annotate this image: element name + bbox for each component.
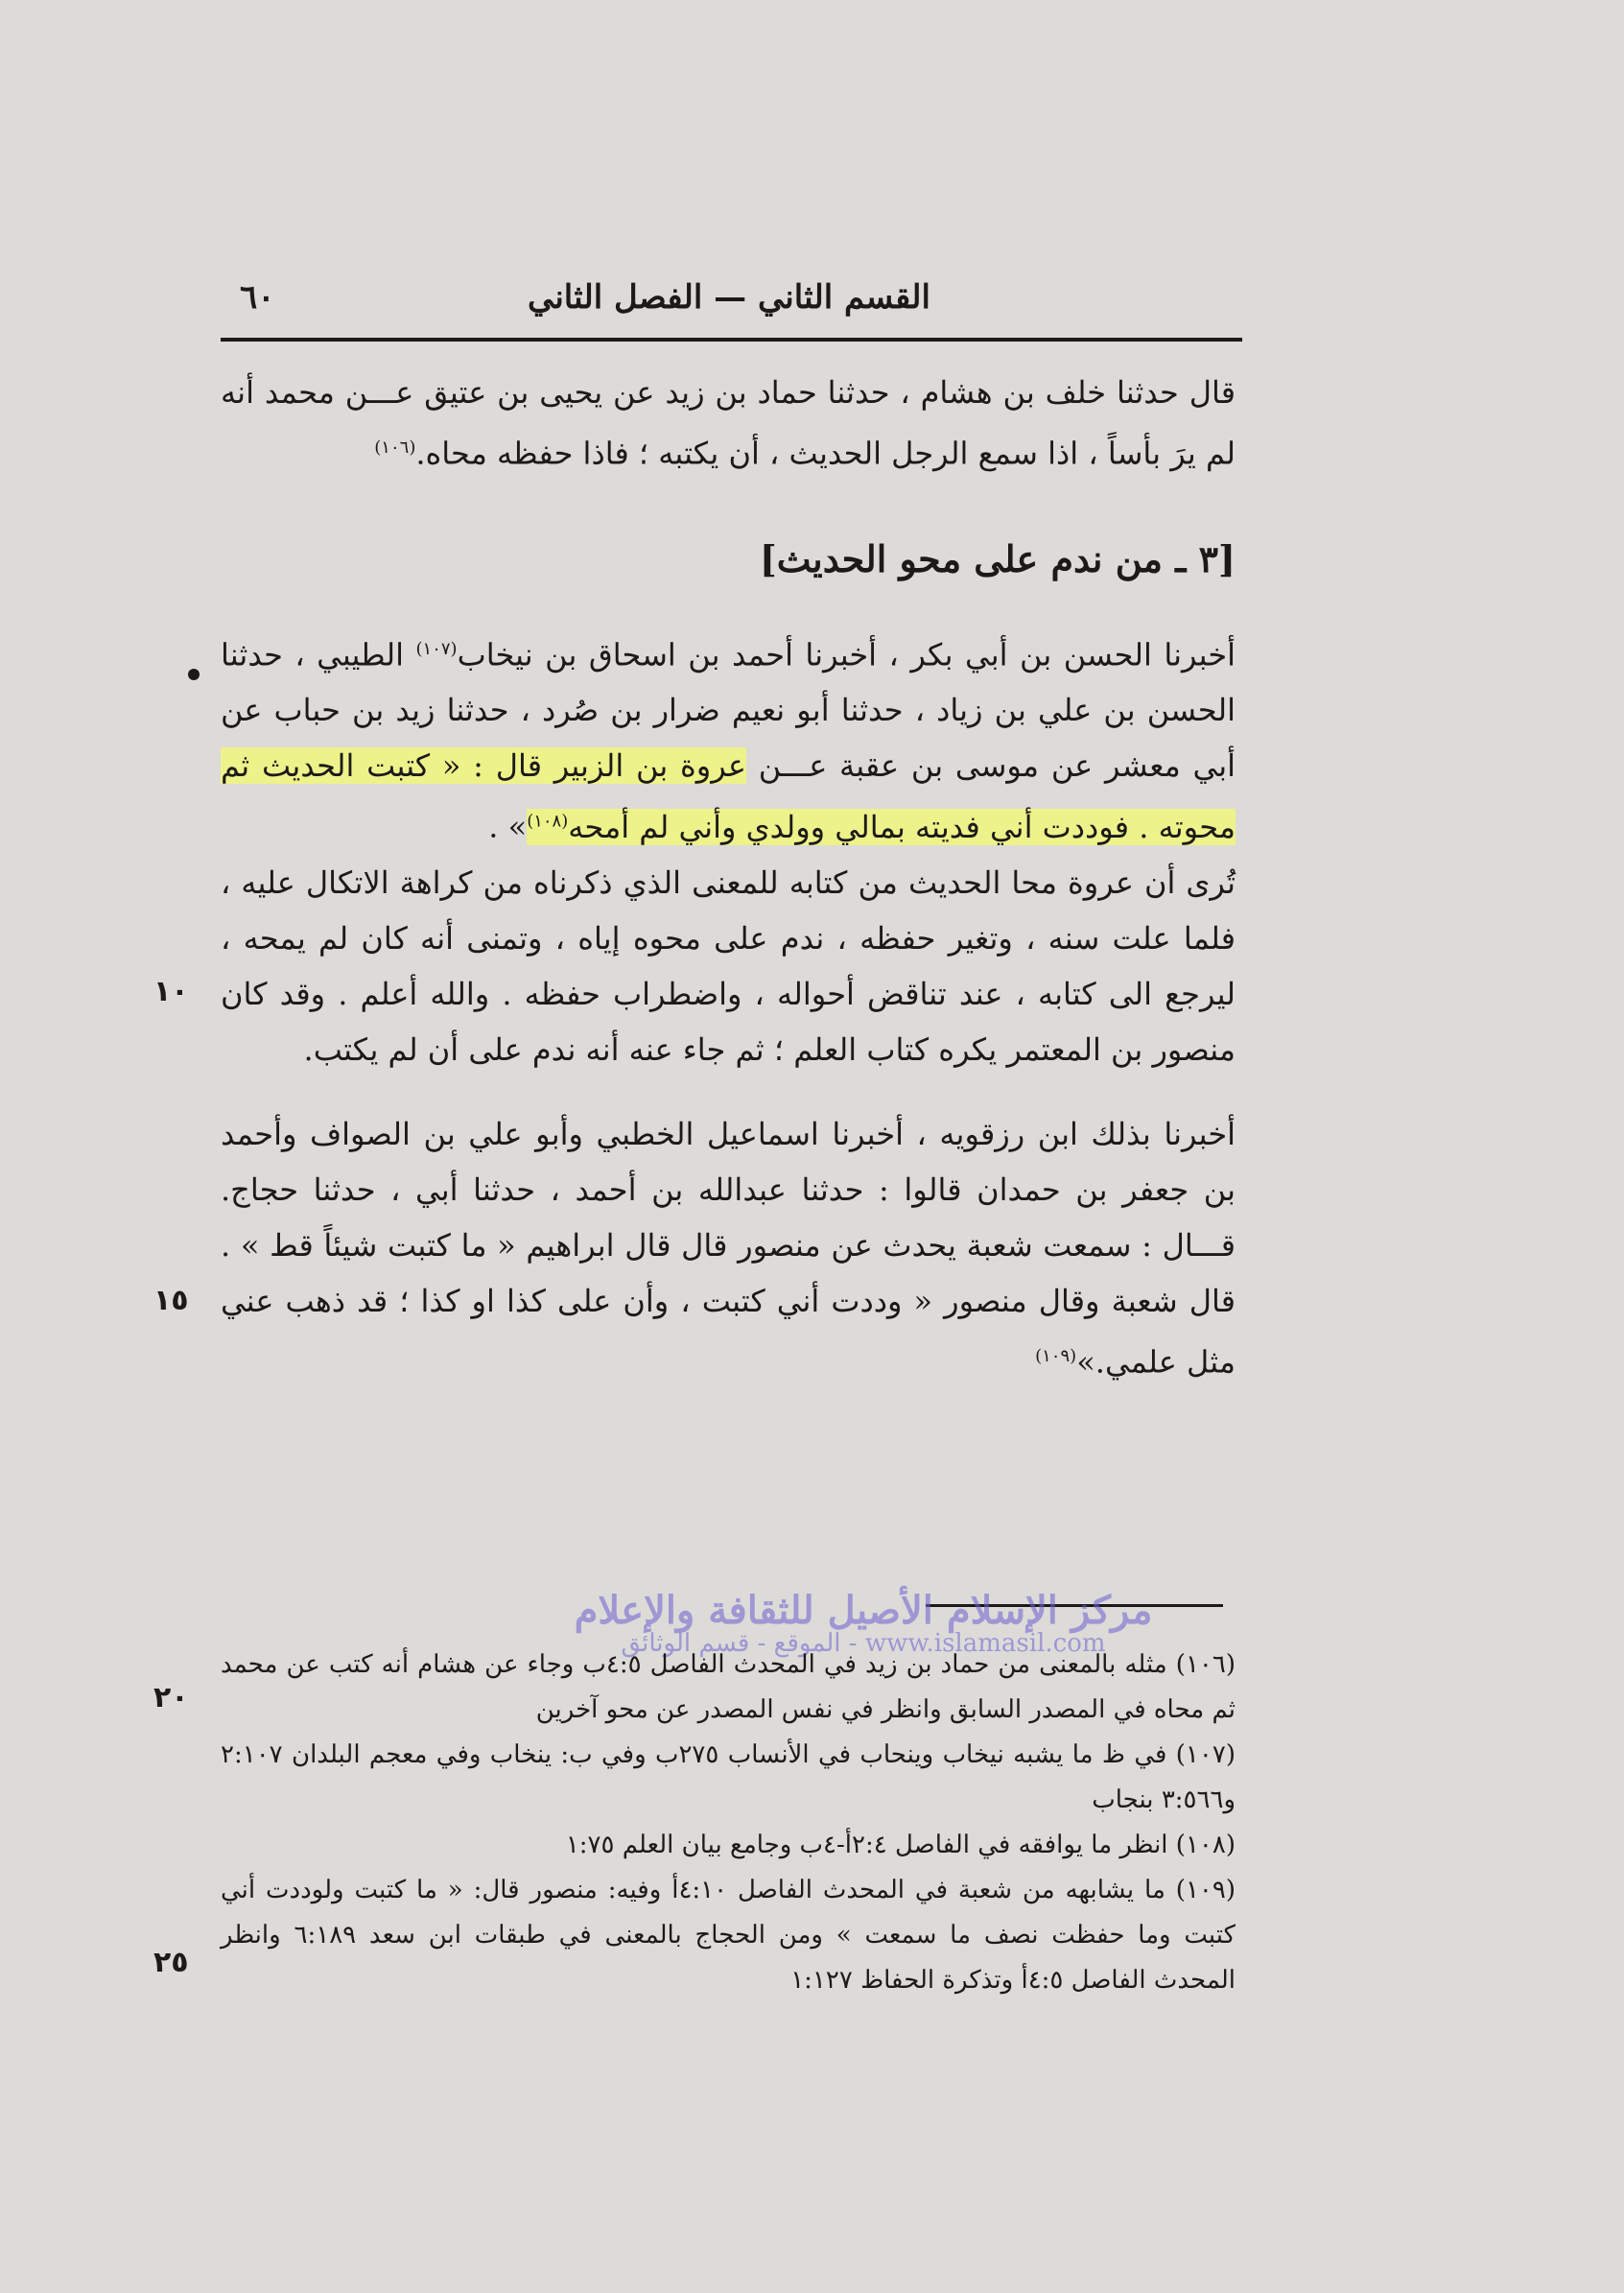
watermark-url: الموقع - قسم الوثائق - www.islamasil.com: [621, 1629, 1106, 1658]
paragraph-4-text: أخبرنا بذلك ابن رزقويه ، أخبرنا اسماعيل الخطبي وأبو علي بن الصواف وأحمد بن جعفر بن حمدان قالوا : حدثنا عبدالله بن أحمد ، حدثنا أبي ، حدثنا حجاج. قـــال : سمعت شعبة يحدث عن منصور قال قال ابراهيم « ما كتبت شيئاً قط » . قال شعبة وقال منصور « وددت أني كتبت ، وأن على كذا او كذا ؛ قد ذهب عني مثل علمي.»: [221, 1115, 1236, 1381]
watermark-title: مركز الإسلام الأصيل للثقافة والإعلام: [574, 1588, 1153, 1633]
line-number-10: ١٠: [153, 975, 189, 1008]
paragraph-1: [221, 365, 1236, 482]
footnote-ref-107: (١٠٧): [415, 638, 458, 659]
main-text: [221, 365, 1236, 1390]
paragraph-4: [221, 1106, 1236, 1390]
footnote-108: (١٠٨) انظر ما يوافقه في الفاصل ٢:٤أ-٤ب وجامع بيان العلم ١:٧٥: [565, 1831, 1236, 1859]
section-heading: [٣ ـ من ندم على محو الحديث]: [759, 536, 1236, 580]
header-rule: [221, 338, 1242, 342]
footnote-109: (١٠٩) ما يشابهه من شعبة في المحدث الفاصل ٤:١٠أ وفيه: منصور قال: « ما كتبت ولوددت أني كتبت وما حفظت نصف ما سمعت » ومن الحجاج بالمعنى في طبقات ابن سعد ٦:١٨٩ وانظر المحدث الفاصل ٤:٥أ وتذكرة الحفاظ ١:١٢٧: [221, 1876, 1236, 1995]
paragraph-2-text-b: الطيبي ، حدثنا الحسن بن علي بن زياد ، حدثنا أبو نعيم ضرار بن صُرد ، حدثنا زيد بن حباب عن أبي معشر عن موسى بن عقبة عـــن: [221, 636, 1236, 785]
page-number: ٦٠: [240, 278, 275, 317]
paragraph-2: [221, 622, 1236, 855]
paragraph-3: تُرى أن عروة محا الحديث من كتابه للمعنى الذي ذكرناه من كراهة الاتكال عليه ، فلما علت سنه ، وتغير حفظه ، ندم على محوه إياه ، وتمنى أنه كان لم يمحه ، ليرجع الى كتابه ، عند تناقض أحواله ، واضطراب حفظه . والله أعلم . وقد كان منصور بن المعتمر يكره كتاب العلم ؛ ثم جاء عنه أنه ندم على أن لم يكتب.: [221, 863, 1236, 1068]
line-number-15: ١٥: [153, 1284, 189, 1317]
paragraph-1-text: قال حدثنا خلف بن هشام ، حدثنا حماد بن زيد عن يحيى بن عتيق عـــن محمد أنه لم يرَ بأساً ، اذا سمع الرجل الحديث ، أن يكتبه ؛ فاذا حفظه محاه.: [221, 374, 1236, 472]
paragraph-2-text-c: » .: [488, 808, 528, 845]
line-number-20: ٢٠: [153, 1681, 189, 1714]
footnotes: [221, 1643, 1236, 2003]
footnote-ref-106: (١٠٦): [374, 437, 416, 458]
footnote-ref-108: (١٠٨): [527, 811, 569, 832]
line-number-25: ٢٥: [153, 1946, 189, 1979]
highlighted-quote-text: عروة بن الزبير قال : « كتبت الحديث ثم محوته . فوددت أني فديته بمالي وولدي وأني لم أمحه: [221, 747, 1236, 845]
line-marker-dot: [188, 669, 200, 680]
page-header: [221, 278, 1237, 336]
paragraph-2-text-a: أخبرنا الحسن بن أبي بكر ، أخبرنا أحمد بن اسحاق بن نيخاب: [457, 636, 1236, 674]
footnote-ref-109: (١٠٩): [1035, 1345, 1077, 1366]
footnote-107: (١٠٧) في ظ ما يشبه نيخاب وينحاب في الأنساب ٢٧٥ب وفي ب: ينخاب وفي معجم البلدان ٢:١٠٧ و٣:٥٦٦ بنجاب: [221, 1740, 1236, 1814]
running-title: القسم الثاني — الفصل الثاني: [527, 278, 930, 317]
footnote-106: (١٠٦) مثله بالمعنى من حماد بن زيد في المحدث الفاصل ٤:٥ب وجاء عن هشام أنه كتب عن محمد ثم محاه في المصدر السابق وانظر في نفس المصدر عن محو آخرين: [221, 1650, 1236, 1724]
